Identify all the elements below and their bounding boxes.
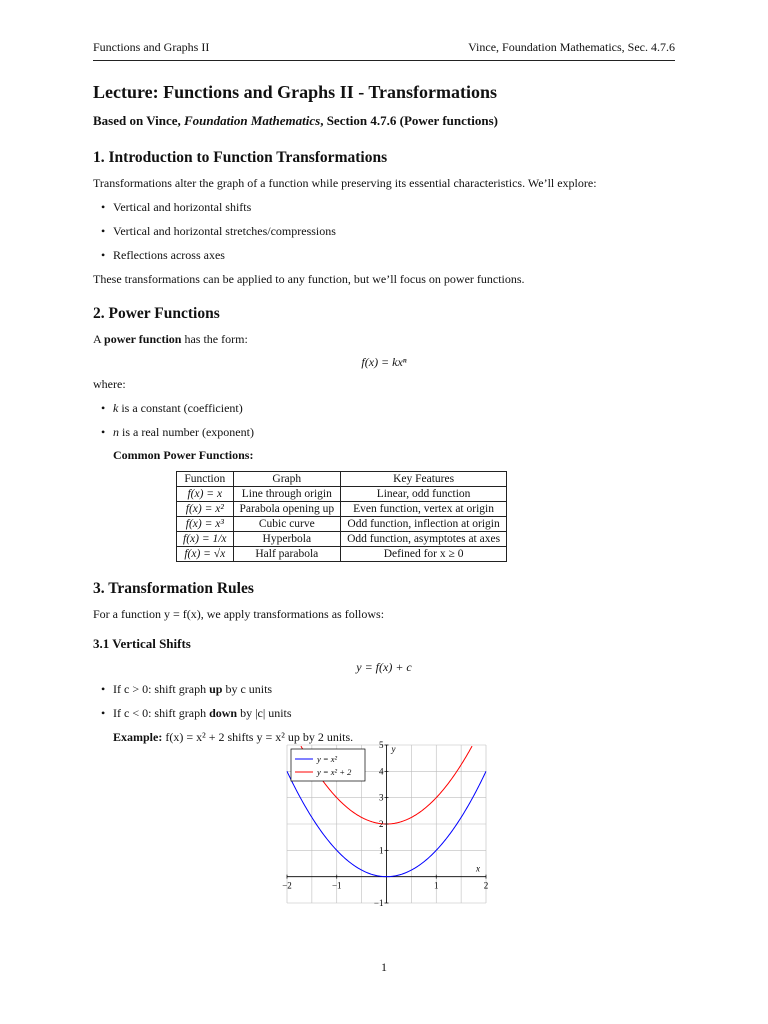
document-body [93,82,675,753]
y-tick-label: 2 [379,819,384,829]
bullet-bold: down [209,706,238,720]
section-1-bullets [93,199,675,263]
x-tick-label: 2 [483,880,489,891]
power-intro-pre: A [93,332,105,346]
section-1-outro: These transformations can be applied to any function, but we’ll focus on power functions. [93,272,525,286]
example-label: Example: [113,730,163,744]
subtitle [93,113,675,129]
table-header-cell: Function [177,472,234,487]
section-3-heading: 3. Transformation Rules [93,580,254,597]
y-tick-label: 3 [379,792,384,803]
bullet-item: • Reflections across axes [113,247,675,263]
bullet-text: is a constant (coefficient) [118,401,243,415]
table-cell: Half parabola [233,547,341,562]
table-cell: Linear, odd function [341,487,507,502]
power-intro-bold: power function [104,332,182,346]
bullet-text: is a real number (exponent) [119,425,254,439]
subtitle-suffix: , Section 4.7.6 (Power functions) [320,113,498,128]
page-title: Lecture: Functions and Graphs II - Transformations [93,82,498,102]
page-number: 1 [381,960,387,974]
bullet-post: by |c| units [237,706,292,720]
power-formula: f(x) = kxⁿ [361,355,407,369]
table-cell: f(x) = x² [177,502,234,517]
table-cell: Line through origin [233,487,341,502]
bullet-item [113,424,675,440]
table-cell: Cubic curve [233,517,341,532]
section-3-intro: For a function y = f(x), we apply transformations as follows: [93,607,385,621]
vertical-shift-chart [270,736,505,912]
table-cell: Even function, vertex at origin [341,502,507,517]
section-2-bullets [93,400,675,440]
section-1-heading: 1. Introduction to Function Transformations [93,149,388,166]
where-label: where: [93,377,126,391]
table-row [177,502,507,517]
table-row [177,517,507,532]
vertical-shift-formula: y = f(x) + c [356,660,412,674]
table-row [177,487,507,502]
table-header-row [177,472,507,487]
x-tick-label: −2 [282,880,292,891]
table-header-cell: Key Features [341,472,507,487]
y-tick-label: 1 [379,845,384,856]
table-cell: Odd function, inflection at origin [341,517,507,532]
table-row [177,547,507,562]
table-cell: f(x) = x [177,487,234,502]
legend-label: y = x² [317,754,338,764]
bullet-bold: up [209,682,223,696]
header-right: Vince, Foundation Mathematics, Sec. 4.7.6 [468,40,675,54]
y-axis-label: y [391,744,396,754]
bullet-item [113,705,675,721]
x-tick-label: −1 [331,880,342,891]
running-header [93,40,675,61]
subtitle-book: Foundation Mathematics [184,113,321,128]
bullet-pre: If c > 0: shift graph [113,682,210,696]
bullet-item [113,681,675,697]
power-intro-post: has the form: [181,332,248,346]
bullet-pre: If c < 0: shift graph [113,706,210,720]
section-2-heading: 2. Power Functions [93,305,220,322]
table-header-cell: Graph [233,472,341,487]
table-cell: Parabola opening up [233,502,341,517]
subtitle-prefix: Based on Vince, [93,113,185,128]
bullet-item [113,400,675,416]
section-1-intro: Transformations alter the graph of a function while preserving its essential characteristics. We’ll explore: [93,176,597,190]
y-tick-label: 4 [379,766,384,777]
table-cell: Odd function, asymptotes at axes [341,532,507,547]
table-cell: f(x) = 1/x [177,532,234,547]
var-n: n [113,425,119,439]
bullet-item: • Vertical and horizontal shifts [113,199,675,215]
x-axis-label: x [476,863,480,874]
header-left: Functions and Graphs II [93,40,210,54]
legend-label: y = x² + 2 [317,767,352,777]
chart-legend [291,749,365,781]
section-3-bullets [93,681,675,721]
table-cell: Defined for x ≥ 0 [341,547,507,562]
table-cell: f(x) = x³ [177,517,234,532]
y-tick-label: 5 [379,740,384,750]
bullet-item: • Vertical and horizontal stretches/compressions [113,223,675,239]
table-cell: Hyperbola [233,532,341,547]
power-function-intro [93,331,675,347]
x-tick-label: 1 [434,880,439,891]
example-text: f(x) = x² + 2 shifts y = x² up by 2 units. [162,730,354,744]
power-functions-table [176,471,507,562]
bullet-post: by c units [222,682,273,696]
table-cell: f(x) = √x [177,547,234,562]
subsection-3-1-heading: 3.1 Vertical Shifts [93,636,191,651]
y-tick-label: −1 [373,898,384,908]
table-title: Common Power Functions: [113,448,254,462]
table-row [177,532,507,547]
var-k: k [113,401,119,415]
